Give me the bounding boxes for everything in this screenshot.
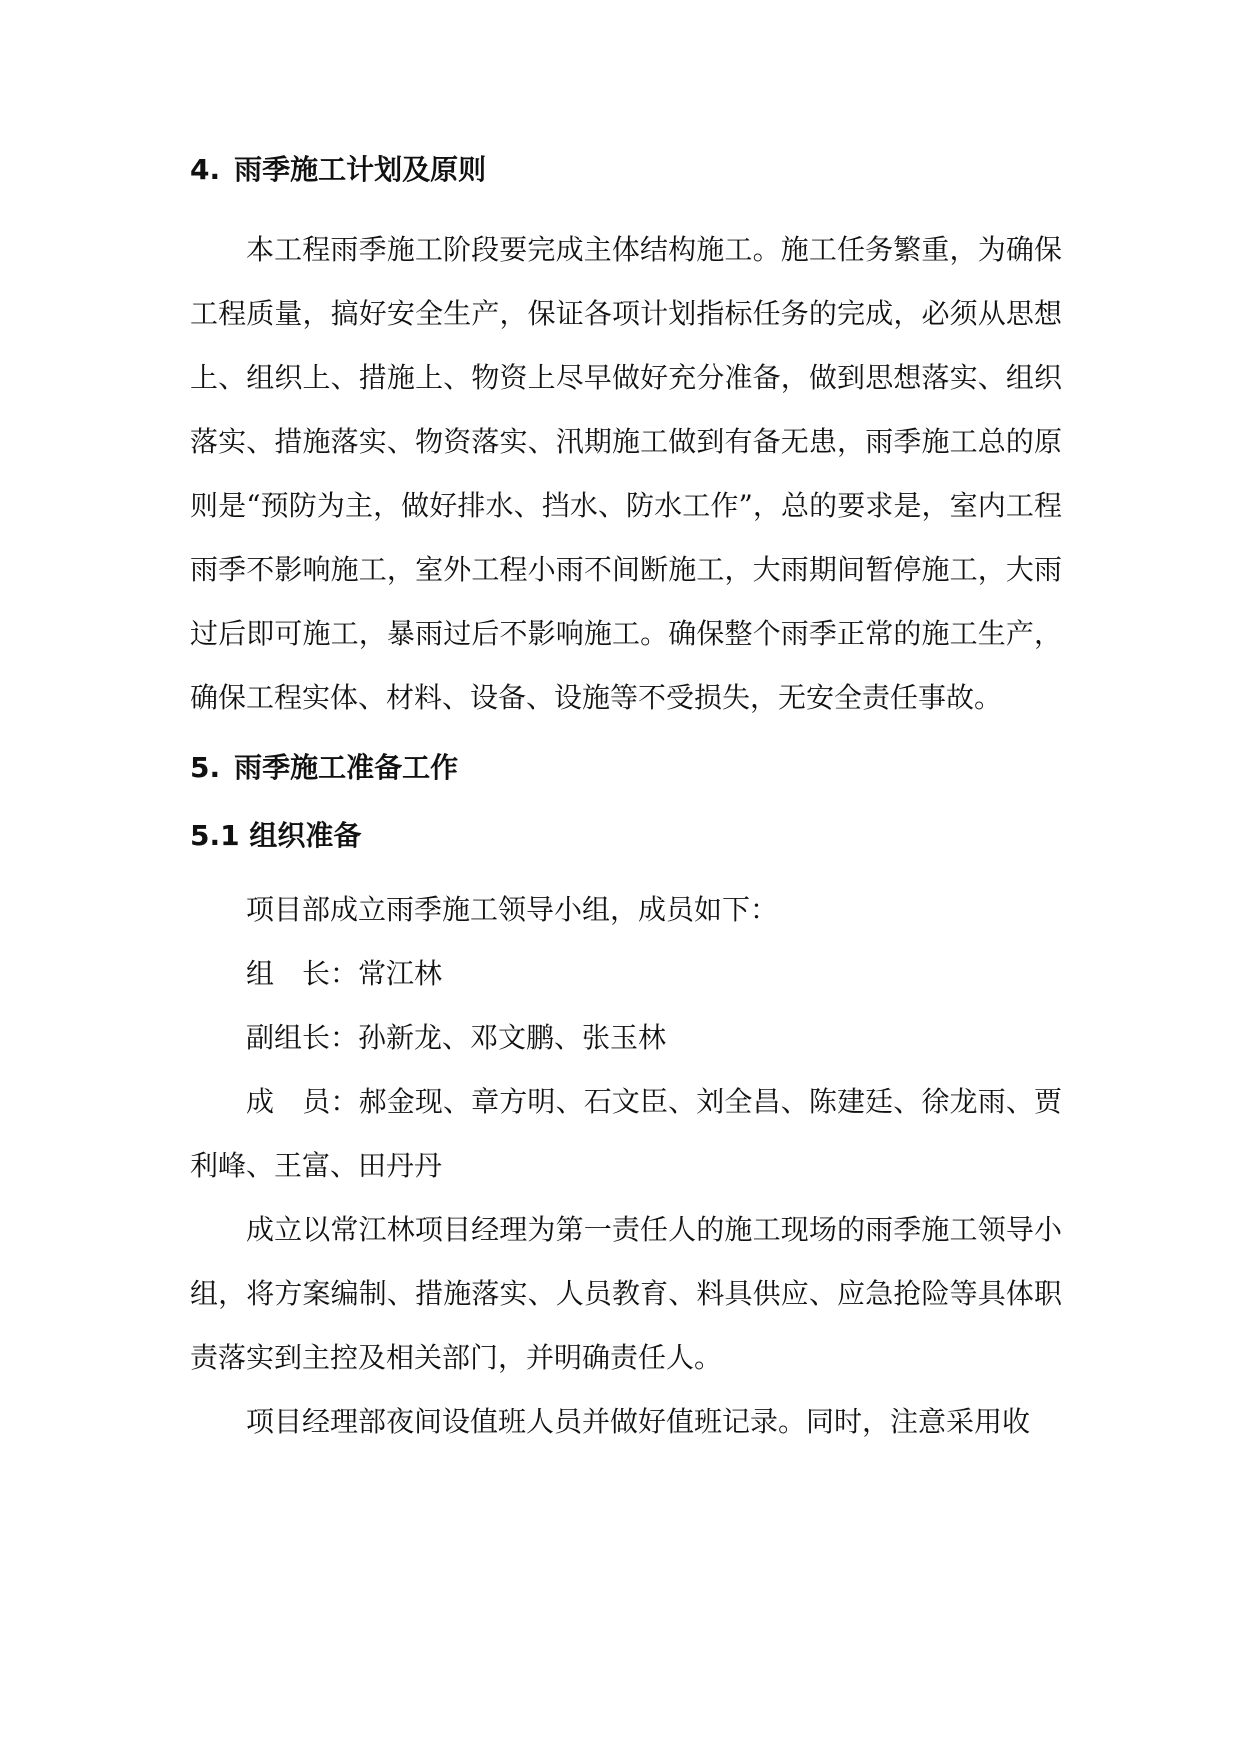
leader-line (190, 942, 1062, 1006)
section-4-heading (190, 150, 1062, 190)
deputy-names: 孙新龙、邓文鹏、张玉林 (358, 1021, 667, 1054)
document-content (190, 150, 1062, 1454)
section-5-title: 雨季施工准备工作 (234, 751, 459, 784)
section-4-paragraph: 本工程雨季施工阶段要完成主体结构施工。施工任务繁重，为确保工程质量，搞好安全生产，保证各项计划指标任务的完成，必须从思想上、组织上、措施上、物资上尽早做好充分准备，做到思想落实、组织落实、措施落实、物资落实、汛期施工做到有备无患，雨季施工总的原则是“预防为主，做好排水、挡水、防水工作”，总的要求是，室内工程雨季不影响施工，室外工程小雨不间断施工，大雨期间暂停施工，大雨过后即可施工，暴雨过后不影响施工。确保整个雨季正常的施工生产，确保工程实体、材料、设备、设施等不受损失，无安全责任事故。 (190, 233, 1062, 714)
org-paragraph-1: 成立以常江林项目经理为第一责任人的施工现场的雨季施工领导小组，将方案编制、措施落实、人员教育、料具供应、应急抢险等具体职责落实到主控及相关部门，并明确责任人。 (190, 1213, 1062, 1374)
members-label: 成 员： (246, 1085, 359, 1118)
deputy-label: 副组长： (246, 1021, 359, 1054)
section-5-heading (190, 748, 1062, 788)
deputy-line (190, 1006, 1062, 1070)
members-names: 郝金现、章方明、石文臣、刘全昌、陈建廷、徐龙雨、贾利峰、王富、田丹丹 (190, 1085, 1062, 1182)
section-4-number: 4. (190, 153, 221, 186)
section-5-1-heading: 5.1 组织准备 (190, 819, 362, 852)
section-5-number: 5. (190, 751, 221, 784)
members-line (190, 1070, 1062, 1198)
org-intro: 项目部成立雨季施工领导小组，成员如下： (246, 893, 779, 926)
leader-label: 组 长： (246, 957, 359, 990)
section-4-title: 雨季施工计划及原则 (234, 153, 487, 186)
org-paragraph-2: 项目经理部夜间设值班人员并做好值班记录。同时，注意采用收 (246, 1405, 1031, 1438)
leader-names: 常江林 (358, 957, 443, 990)
